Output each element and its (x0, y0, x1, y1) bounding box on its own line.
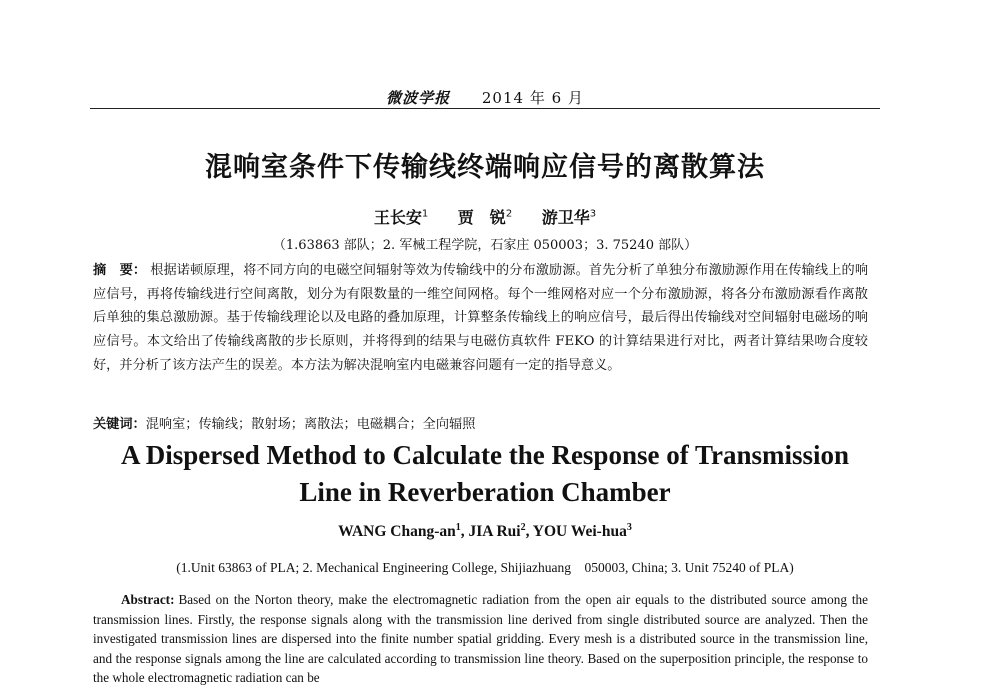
english-abstract-text: Based on the Norton theory, make the electromagnetic radiation from the open air equals to the distributed source among the transmission lines. Firstly, the response signals along with the transmission line derived from single distributed source are analyzed. Then the investigated transmission lines are dispersed into the finite number spatial gridding. Every mesh is a distributed source in the transmission line, and the response signals among the line are calculated according to transmission line theory. Based on the superposition principle, the response to the whole electromagnetic radiation can be (93, 592, 868, 685)
author-2: 贾 锐$^2$ (457, 208, 513, 227)
english-authors: WANG Chang-$an^1$, JIA Rui$^2$, YOU Wei-hua$^3$ (338, 522, 632, 541)
chinese-abstract (93, 259, 868, 378)
author-1: 王长安$^1$ (373, 208, 429, 227)
chinese-keywords (93, 413, 868, 432)
chinese-keywords-label: 关键词： (93, 417, 146, 432)
english-title-line-1: A Dispersed Method to Calculate the Response of Transmission (120, 440, 849, 470)
chinese-authors (90, 205, 880, 228)
issue-date: 2014 年 6 月 (481, 89, 584, 107)
chinese-keywords-text: 混响室；传输线；散射场；离散法；电磁耦合；全向辐照 (145, 417, 476, 432)
english-author-3: YOU Wei-hua$^3$ (532, 522, 632, 541)
chinese-abstract-text: 根据诺顿原理，将不同方向的电磁空间辐射等效为传输线中的分布激励源。首先分析了单独分布激励源作用在传输线上的响应信号，再将传输线进行空间离散，划分为有限数量的一维空间网格。每个一维网格对应一个分布激励源，将各分布激励源看作离散后单独的集总激励源。基于传输线理论以及电路的叠加原理，计算整条传输线上的响应信号，最后得出传输线对空间辐射电磁场的响应信号。本文给出了传输线离散的步长原则，并将得到的结果与电磁仿真软件 FEKO 的计算结果进行对比，两者计算结果吻合度较好，并分析了该方法产生的误差。本方法为解决混响室内电磁兼容问题有一定的指导意义。 (93, 263, 869, 373)
author-3: 游卫华$^3$ (541, 208, 597, 227)
english-affiliation: (1.Unit 63863 of PLA; 2. Mechanical Engineering College, Shijiazhuang 050003, China; 3. Unit 75240 of PLA) (176, 560, 794, 575)
english-title (90, 437, 880, 511)
journal-name: 微波学报 (386, 89, 451, 107)
english-author-2: JIA Rui$^2$ (468, 522, 526, 541)
english-title-line-2: Line in Reverberation Chamber (299, 477, 671, 507)
chinese-title: 混响室条件下传输线终端响应信号的离散算法 (205, 152, 765, 183)
english-abstract (93, 590, 868, 688)
chinese-abstract-label: 摘 要： (93, 263, 147, 278)
english-abstract-label: Abstract: (121, 592, 175, 607)
header-rule (90, 108, 880, 109)
running-header (90, 87, 880, 108)
chinese-affiliation: （1.63863 部队；2. 军械工程学院，石家庄 050003；3. 75240 部队） (272, 238, 698, 253)
english-author-1: WANG Chang-$an^1$ (338, 522, 461, 541)
